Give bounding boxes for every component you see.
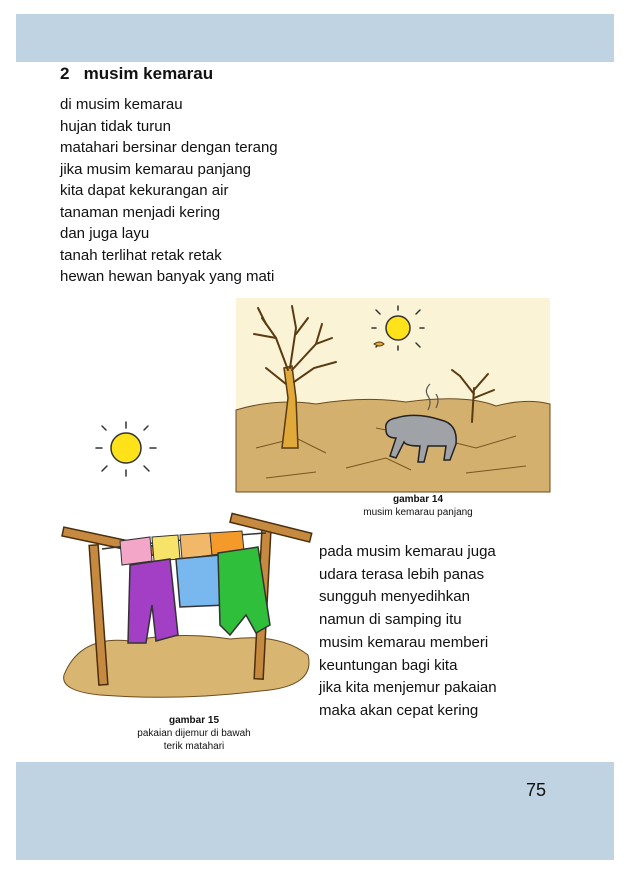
figure14-caption-text: musim kemarau panjang <box>363 507 473 518</box>
poem-line: dan juga layu <box>60 225 150 242</box>
poem-line: tanaman menjadi kering <box>60 203 221 221</box>
poem-line: jika kita menjemur pakaian <box>319 679 497 697</box>
poem-line: jika musim kemarau panjang <box>60 160 251 178</box>
figure15-illustration <box>60 515 316 705</box>
poem-bottom <box>319 541 497 723</box>
poem-line: sungguh menyedihkan <box>319 588 470 606</box>
section-title <box>60 64 213 84</box>
section-title-text: musim kemarau <box>83 64 214 83</box>
figure15-caption <box>110 714 278 753</box>
figure15-caption-line: pakaian dijemur di bawah <box>137 728 251 739</box>
poem-line: tanah terlihat retak retak <box>60 246 222 264</box>
poem-line: hujan tidak turun <box>60 117 171 135</box>
bottom-footer-band <box>16 762 614 860</box>
section-number: 2 <box>60 64 70 83</box>
poem-line: pada musim kemarau juga <box>319 543 496 560</box>
poem-line: namun di samping itu <box>319 611 462 629</box>
figure14-illustration <box>236 298 550 492</box>
figure15-caption-line: terik matahari <box>163 741 225 752</box>
figure15-label: gambar 15 <box>168 715 220 726</box>
figure14-label: gambar 14 <box>392 494 444 505</box>
poem-line: musim kemarau memberi <box>319 633 489 651</box>
figure14-caption <box>320 493 516 519</box>
sun-illustration-small <box>88 418 168 488</box>
poem-line: kita dapat kekurangan air <box>60 182 229 199</box>
top-header-band <box>16 14 614 62</box>
poem-line: hewan hewan banyak yang mati <box>60 268 275 285</box>
poem-line: di musim kemarau <box>60 96 183 113</box>
poem-line: keuntungan bagi kita <box>319 656 458 674</box>
poem-line: maka akan cepat kering <box>319 701 479 719</box>
page-number: 75 <box>526 780 547 800</box>
poem-line: udara terasa lebih panas <box>319 565 485 583</box>
poem-line: matahari bersinar dengan terang <box>60 139 278 156</box>
poem-top <box>60 94 278 288</box>
